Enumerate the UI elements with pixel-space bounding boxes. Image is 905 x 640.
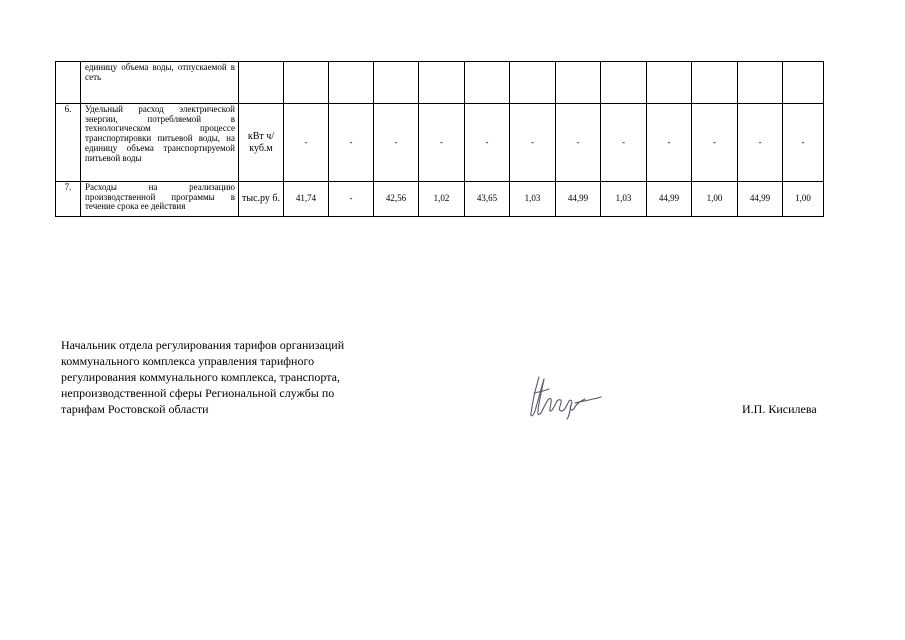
table-cell: 43,65: [465, 182, 510, 217]
table-cell: [329, 62, 374, 104]
row-number: [56, 62, 81, 104]
signatory-position-line: коммунального комплекса управления тарифного: [61, 354, 315, 368]
table-cell: 42,56: [374, 182, 419, 217]
table-cell: -: [284, 104, 329, 182]
table-cell: [783, 62, 824, 104]
signatory-position-line: Начальник отдела регулирования тарифов организаций: [61, 338, 345, 352]
row-number: 6.: [56, 104, 81, 182]
table-cell: 1,03: [601, 182, 647, 217]
tariff-table: [55, 61, 824, 217]
table-cell: 44,99: [556, 182, 601, 217]
row-description: Расходы на реализацию производственной программы в течение срока ее действия: [81, 182, 239, 217]
signatory-position-line: непроизводственной сферы Региональной службы по: [61, 386, 335, 400]
table-cell: [510, 62, 556, 104]
signatory-position-line: регулирования коммунального комплекса, транспорта,: [61, 370, 340, 384]
signatory-position: [61, 337, 401, 417]
table-cell: -: [692, 104, 738, 182]
table-cell: [647, 62, 692, 104]
table-cell: 44,99: [647, 182, 692, 217]
table-row: [56, 182, 824, 217]
table-cell: [601, 62, 647, 104]
table-row: [56, 62, 824, 104]
table-cell: -: [419, 104, 465, 182]
table-cell: 1,00: [692, 182, 738, 217]
table-cell: -: [556, 104, 601, 182]
table-cell: -: [329, 104, 374, 182]
signer-name: И.П. Кисилева: [742, 402, 817, 416]
row-unit: [239, 62, 284, 104]
table-cell: -: [647, 104, 692, 182]
row-unit: кВт ч/куб.м: [239, 104, 284, 182]
row-description: Удельный расход электрической энергии, потребляемой в технологическом процессе транспортировки питьевой воды, на единицу объема транспортируемой питьевой воды: [81, 104, 239, 182]
row-number: 7.: [56, 182, 81, 217]
table-cell: [556, 62, 601, 104]
row-description: единицу объема воды, отпускаемой в сеть: [81, 62, 239, 104]
table-cell: 1,02: [419, 182, 465, 217]
table-cell: 1,03: [510, 182, 556, 217]
table-cell: 41,74: [284, 182, 329, 217]
table-cell: -: [510, 104, 556, 182]
table-cell: 44,99: [738, 182, 783, 217]
table-cell: -: [329, 182, 374, 217]
table-cell: [465, 62, 510, 104]
table-cell: [419, 62, 465, 104]
table-cell: 1,00: [783, 182, 824, 217]
table-cell: -: [783, 104, 824, 182]
table-cell: [284, 62, 329, 104]
row-unit: тыс.ру б.: [239, 182, 284, 217]
handwritten-signature-icon: [525, 371, 605, 421]
table-cell: -: [374, 104, 419, 182]
table-cell: -: [465, 104, 510, 182]
table-cell: [692, 62, 738, 104]
table-row: [56, 104, 824, 182]
table-cell: -: [601, 104, 647, 182]
table-cell: -: [738, 104, 783, 182]
signatory-position-line: тарифам Ростовской области: [61, 402, 209, 416]
table-cell: [374, 62, 419, 104]
table-cell: [738, 62, 783, 104]
